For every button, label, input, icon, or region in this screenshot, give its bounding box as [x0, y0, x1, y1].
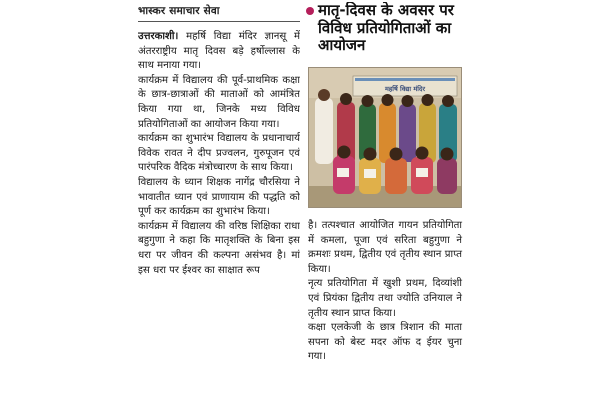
headline	[306, 2, 466, 55]
banner-text: महर्षि विद्या मंदिर	[384, 85, 426, 93]
paragraph: है। तत्पश्चात आयोजित गायन प्रतियोगिता में कमला, पूजा एवं सरिता बहुगुणा ने क्रमशः प्रथम, द्वितीय एवं तृतीय स्थान प्राप्त किया।	[308, 220, 462, 275]
column-1-text	[138, 30, 300, 278]
paragraph: विद्यालय के ध्यान शिक्षक नागेंद्र चौरसिया ने भावातीत ध्यान एवं प्राणायाम की पद्धति को पूर्ण कर कार्यक्रम का शुभारंभ किया।	[138, 176, 300, 218]
bullet-icon	[306, 7, 314, 15]
group-photo-image	[309, 68, 462, 208]
paragraph: कार्यक्रम में विद्यालय की वरिष्ठ शिक्षिका राधा बहुगुणा ने कहा कि मातृशक्ति के बिना इस धरा पर जीवन की कल्पना असंभव है। मां इस धरा पर ईश्वर का साक्षात रूप	[138, 220, 300, 276]
article-column-left	[138, 4, 300, 396]
headline-text: मातृ-दिवस के अवसर पर विविध प्रतियोगिताओं का आयोजन	[318, 2, 454, 54]
place-name: उत्तरकाशी।	[138, 31, 179, 42]
column-2-text	[308, 219, 462, 365]
paragraph: कार्यक्रम का शुभारंभ विद्यालय के प्रधानाचार्य विवेक रावत ने दीप प्रज्वलन, गुरुपूजन एवं पारंपरिक वैदिक मंत्रोच्चारण के साथ किया।	[138, 133, 300, 174]
event-photo	[308, 67, 462, 208]
paragraph	[138, 30, 300, 74]
paragraph: कक्षा एलकेजी के छात्र त्रिशान की माता सपना को बेस्ट मदर ऑफ द ईयर चुना गया।	[308, 322, 462, 363]
dateline: भास्कर समाचार सेवा	[138, 4, 300, 22]
paragraph: नृत्य प्रतियोगिता में खुशी प्रथम, दिव्यांशी एवं प्रियंका द्वितीय तथा ज्योति उनियाल ने तृतीय स्थान प्राप्त किया।	[308, 278, 462, 319]
paragraph: कार्यक्रम में विद्यालय की पूर्व-प्राथमिक कक्षा के छात्र-छात्राओं की माताओं को आमंत्रित किया गया था, जिनके मध्य विविध प्रतियोगिताओं का आयोजन किया गया।	[138, 74, 300, 130]
paragraph-text: महर्षि विद्या मंदिर ज्ञानसू में अंतरराष्ट्रीय मातृ दिवस बड़े हर्षोल्लास के साथ मनाया गया।	[138, 31, 300, 72]
